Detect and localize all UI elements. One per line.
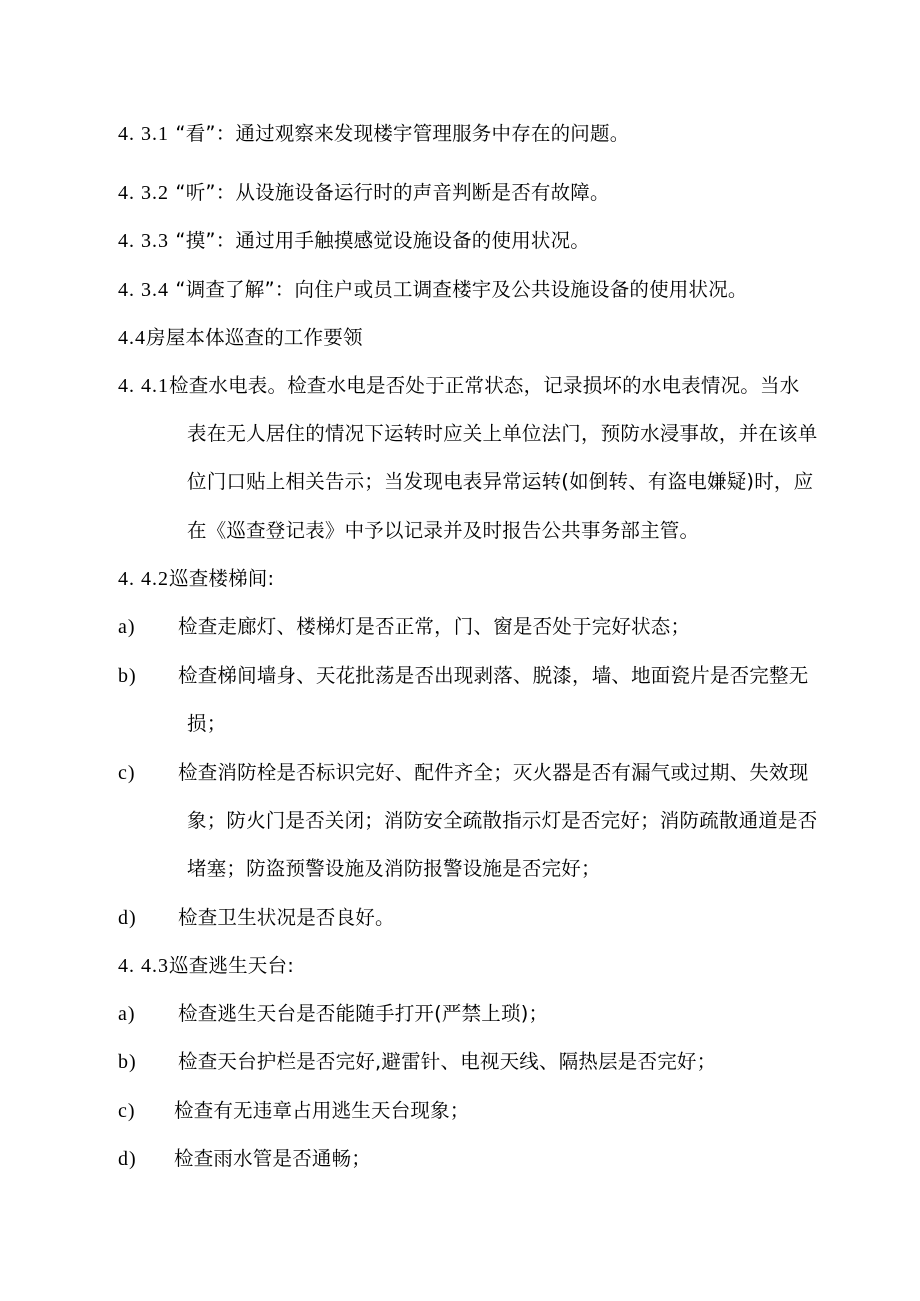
item-text: 检查天台护栏是否完好,避雷针、电视天线、隔热层是否完好； [178, 1050, 717, 1073]
item-text: “听”：从设施设备运行时的声音判断是否有故障。 [175, 181, 610, 204]
list-marker: d) [118, 1148, 137, 1170]
item-text: 巡查楼梯间: [169, 567, 275, 590]
para-4-3-3 [118, 228, 590, 254]
item-text: “调查了解”：向住户或员工调查楼宇及公共设施设备的使用状况。 [175, 278, 748, 301]
item-number: 4. 3.1 [118, 123, 169, 145]
item-text: 表在无人居住的情况下运转时应关上单位法门，预防水浸事故，并在该单 [187, 422, 818, 445]
list-marker: a) [118, 1003, 136, 1025]
item-text: 位门口贴上相关告示；当发现电表异常运转(如倒转、有盗电嫌疑)时，应 [187, 470, 814, 493]
para-4-3-4 [118, 277, 748, 303]
list-item-b-cont [187, 711, 226, 737]
list-marker: d) [118, 907, 137, 929]
item-text: 在《巡查登记表》中予以记录并及时报告公共事务部主管。 [187, 519, 700, 542]
item-text: 检查梯间墙身、天花批荡是否出现剥落、脱漆，墙、地面瓷片是否完整无 [178, 664, 809, 687]
item-number: 4. 3.3 [118, 230, 169, 252]
item-text: “看”：通过观察来发现楼宇管理服务中存在的问题。 [175, 122, 630, 145]
item-text: 检查卫生状况是否良好。 [178, 906, 395, 929]
item-text: 检查水电表。检查水电是否处于正常状态，记录损坏的水电表情况。当水 [169, 374, 800, 397]
list-marker: a) [118, 616, 136, 638]
para-4-4-1-cont-2 [187, 469, 813, 495]
para-4-4-1 [118, 373, 799, 399]
section-title: 房屋本体巡查的工作要领 [146, 326, 363, 349]
list-marker: b) [118, 665, 137, 687]
para-4-4-1-cont-1 [187, 421, 817, 447]
para-4-4-2 [118, 566, 274, 592]
section-heading-4-4 [118, 325, 363, 351]
item-text: 堵塞；防盗预警设施及消防报警设施是否完好； [187, 857, 601, 880]
item-text: 象；防火门是否关闭；消防安全疏散指示灯是否完好；消防疏散通道是否 [187, 809, 818, 832]
item-text: 检查逃生天台是否能随手打开(严禁上琐)； [178, 1002, 549, 1025]
list-item-c-cont-1 [187, 808, 817, 834]
item-text: 检查雨水管是否通畅； [174, 1147, 372, 1170]
list-item-a [118, 614, 690, 640]
item-number: 4. 4.3 [118, 955, 169, 977]
item-text: 检查消防栓是否标识完好、配件齐全；灭火器是否有漏气或过期、失效现 [178, 761, 809, 784]
list-item-c-cont-2 [187, 856, 601, 882]
item-text: 巡查逃生天台: [169, 954, 294, 977]
list-marker: c) [118, 762, 136, 784]
list-marker: b) [118, 1051, 137, 1073]
item-number: 4. 3.2 [118, 182, 169, 204]
list-item-a [118, 1001, 548, 1027]
list-item-b [118, 663, 808, 689]
item-number: 4. 4.2 [118, 568, 169, 590]
item-number: 4. 4.1 [118, 375, 169, 397]
list-item-c [118, 760, 808, 786]
para-4-4-3 [118, 953, 294, 979]
list-item-b [118, 1049, 716, 1075]
section-number: 4.4 [118, 327, 146, 349]
item-text: 损； [187, 712, 227, 735]
item-text: 检查有无违章占用逃生天台现象； [174, 1099, 470, 1122]
list-item-d [118, 905, 395, 931]
list-item-c [118, 1098, 470, 1124]
list-marker: c) [118, 1100, 136, 1122]
para-4-3-2 [118, 180, 610, 206]
list-item-d [118, 1146, 371, 1172]
item-text: 检查走廊灯、楼梯灯是否正常，门、窗是否处于完好状态； [178, 615, 691, 638]
para-4-3-1 [118, 121, 629, 147]
para-4-4-1-cont-3 [187, 518, 699, 544]
item-text: “摸”：通过用手触摸感觉设施设备的使用状况。 [175, 229, 591, 252]
item-number: 4. 3.4 [118, 279, 169, 301]
